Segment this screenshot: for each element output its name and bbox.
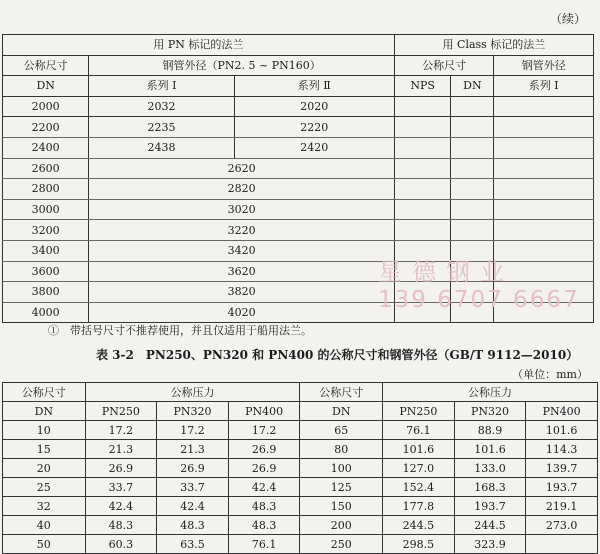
empty-cell <box>394 302 451 323</box>
pn400-cell-right: 114.3 <box>526 440 598 459</box>
pn-class-size-table <box>2 34 594 323</box>
series2-cell: 2420 <box>234 137 394 158</box>
pn320-cell-right: 88.9 <box>454 421 526 440</box>
dn-cell: 3200 <box>3 220 89 241</box>
pn320-cell: 42.4 <box>157 497 229 516</box>
class-series1-header: 系列 Ⅰ <box>494 76 594 97</box>
footnote: ① 带括号尺寸不推荐使用，并且仅适用于船用法兰。 <box>48 324 312 337</box>
table-row <box>3 497 598 516</box>
table-row <box>3 240 594 261</box>
pn400-header-right: PN400 <box>526 402 598 421</box>
empty-cell <box>494 96 594 117</box>
pipe-od-pn-header: 钢管外径（PN2. 5 ~ PN160） <box>89 55 395 76</box>
pn250-cell: 21.3 <box>85 440 157 459</box>
class-pipe-od-header: 钢管外径 <box>494 55 594 76</box>
series1-cell: 2820 <box>89 179 395 200</box>
table-row <box>3 302 594 323</box>
empty-cell <box>494 179 594 200</box>
pn250-400-size-table <box>2 382 598 554</box>
pn320-cell: 26.9 <box>157 459 229 478</box>
empty-cell <box>494 117 594 138</box>
series1-header: 系列 Ⅰ <box>89 76 234 97</box>
table-row <box>3 96 594 117</box>
series1-cell: 2620 <box>89 158 395 179</box>
pn400-cell-right: 101.6 <box>526 421 598 440</box>
pn250-cell: 26.9 <box>85 459 157 478</box>
nominal-size-header: 公称尺寸 <box>3 55 89 76</box>
table-row <box>3 459 598 478</box>
table-row <box>3 158 594 179</box>
unit-label: （单位：mm） <box>512 368 588 381</box>
empty-cell <box>494 158 594 179</box>
pn250-cell: 33.7 <box>85 478 157 497</box>
empty-cell <box>451 179 494 200</box>
pressure-header-left: 公称压力 <box>85 383 300 402</box>
dn-cell: 2000 <box>3 96 89 117</box>
dn-cell: 2600 <box>3 158 89 179</box>
dn-cell: 4000 <box>3 302 89 323</box>
dn-cell-right: 150 <box>300 497 383 516</box>
series1-cell: 3020 <box>89 199 395 220</box>
pn400-cell: 26.9 <box>228 459 300 478</box>
pn250-cell: 60.3 <box>85 535 157 554</box>
series1-cell: 2032 <box>89 96 234 117</box>
pressure-header-right: 公称压力 <box>383 383 598 402</box>
series1-cell: 4020 <box>89 302 395 323</box>
pn250-cell-right: 152.4 <box>383 478 455 497</box>
watermark-line1: 星德钢业 <box>378 258 514 286</box>
dn-cell-right: 100 <box>300 459 383 478</box>
dn-cell-right: 200 <box>300 516 383 535</box>
empty-cell <box>394 179 451 200</box>
empty-cell <box>451 240 494 261</box>
empty-cell <box>494 220 594 241</box>
pn320-cell: 48.3 <box>157 516 229 535</box>
dn-header-left: DN <box>3 402 86 421</box>
class-dn-header: DN <box>451 76 494 97</box>
table-row <box>3 137 594 158</box>
pn250-cell-right: 101.6 <box>383 440 455 459</box>
empty-cell <box>394 137 451 158</box>
table-row <box>3 179 594 200</box>
dn-cell-right: 65 <box>300 421 383 440</box>
series1-cell: 3220 <box>89 220 395 241</box>
pn250-cell: 48.3 <box>85 516 157 535</box>
table-row <box>3 535 598 554</box>
pn250-header-right: PN250 <box>383 402 455 421</box>
class-nominal-size-header: 公称尺寸 <box>394 55 494 76</box>
nominal-size-header-left: 公称尺寸 <box>3 383 86 402</box>
nps-header: NPS <box>394 76 451 97</box>
pn250-cell: 17.2 <box>85 421 157 440</box>
pn400-cell: 17.2 <box>228 421 300 440</box>
series2-header: 系列 Ⅱ <box>234 76 394 97</box>
pn320-cell-right: 168.3 <box>454 478 526 497</box>
dn-cell: 32 <box>3 497 86 516</box>
pn320-cell: 63.5 <box>157 535 229 554</box>
table-row <box>3 199 594 220</box>
empty-cell <box>494 199 594 220</box>
dn-header: DN <box>3 76 89 97</box>
dn-cell-right: 80 <box>300 440 383 459</box>
pn250-cell-right: 177.8 <box>383 497 455 516</box>
empty-cell <box>451 158 494 179</box>
dn-cell: 3800 <box>3 282 89 303</box>
pn320-cell-right: 323.9 <box>454 535 526 554</box>
dn-cell-right: 125 <box>300 478 383 497</box>
empty-cell <box>451 220 494 241</box>
pn320-header-right: PN320 <box>454 402 526 421</box>
dn-cell: 2200 <box>3 117 89 138</box>
empty-cell <box>451 199 494 220</box>
pn400-cell-right: 219.1 <box>526 497 598 516</box>
table-row <box>3 220 594 241</box>
pn250-cell-right: 244.5 <box>383 516 455 535</box>
series1-cell: 3620 <box>89 261 395 282</box>
dn-cell: 3400 <box>3 240 89 261</box>
empty-cell <box>451 117 494 138</box>
pn250-cell: 42.4 <box>85 497 157 516</box>
series2-cell: 2220 <box>234 117 394 138</box>
pn320-cell: 21.3 <box>157 440 229 459</box>
pn250-cell-right: 127.0 <box>383 459 455 478</box>
table-row <box>3 421 598 440</box>
dn-cell-right: 250 <box>300 535 383 554</box>
pn400-cell-right: 273.0 <box>526 516 598 535</box>
dn-header-right: DN <box>300 402 383 421</box>
series1-cell: 3820 <box>89 282 395 303</box>
pn250-cell-right: 298.5 <box>383 535 455 554</box>
pn400-cell: 48.3 <box>228 516 300 535</box>
pn400-cell-right: 139.7 <box>526 459 598 478</box>
pn320-cell: 17.2 <box>157 421 229 440</box>
dn-cell: 40 <box>3 516 86 535</box>
pn320-header-left: PN320 <box>157 402 229 421</box>
watermark-line2: 139 6707 6667 <box>378 287 580 313</box>
continued-label: （续） <box>549 12 586 26</box>
empty-cell <box>394 96 451 117</box>
pn400-cell: 42.4 <box>228 478 300 497</box>
empty-cell <box>394 117 451 138</box>
dn-cell: 25 <box>3 478 86 497</box>
dn-cell: 3000 <box>3 199 89 220</box>
empty-cell <box>451 261 494 282</box>
pn400-header-left: PN400 <box>228 402 300 421</box>
empty-cell <box>394 261 451 282</box>
series1-cell: 2438 <box>89 137 234 158</box>
dn-cell: 20 <box>3 459 86 478</box>
table-row <box>3 117 594 138</box>
table-row <box>3 440 598 459</box>
dn-cell: 3600 <box>3 261 89 282</box>
pn250-header-left: PN250 <box>85 402 157 421</box>
empty-cell <box>451 96 494 117</box>
empty-cell <box>394 282 451 303</box>
pn320-cell-right: 244.5 <box>454 516 526 535</box>
class-group-header: 用 Class 标记的法兰 <box>394 35 593 56</box>
empty-cell <box>451 302 494 323</box>
dn-cell: 2800 <box>3 179 89 200</box>
empty-cell <box>494 137 594 158</box>
pn250-cell-right: 76.1 <box>383 421 455 440</box>
pn320-cell-right: 193.7 <box>454 497 526 516</box>
dn-cell: 10 <box>3 421 86 440</box>
table-row <box>3 478 598 497</box>
table-row <box>3 261 594 282</box>
nominal-size-header-right: 公称尺寸 <box>300 383 383 402</box>
empty-cell <box>394 158 451 179</box>
empty-cell <box>451 137 494 158</box>
empty-cell <box>494 261 594 282</box>
pn400-cell-right: 193.7 <box>526 478 598 497</box>
pn-group-header: 用 PN 标记的法兰 <box>3 35 395 56</box>
dn-cell: 15 <box>3 440 86 459</box>
empty-cell <box>394 220 451 241</box>
empty-cell <box>394 199 451 220</box>
dn-cell: 50 <box>3 535 86 554</box>
series1-cell: 2235 <box>89 117 234 138</box>
empty-cell <box>494 282 594 303</box>
empty-cell <box>494 240 594 261</box>
pn320-cell-right: 101.6 <box>454 440 526 459</box>
empty-cell <box>451 282 494 303</box>
pn400-cell: 48.3 <box>228 497 300 516</box>
table-row <box>3 516 598 535</box>
series2-cell: 2020 <box>234 96 394 117</box>
table-row <box>3 282 594 303</box>
empty-cell <box>494 302 594 323</box>
dn-cell: 2400 <box>3 137 89 158</box>
series1-cell: 3420 <box>89 240 395 261</box>
empty-cell <box>394 240 451 261</box>
pn320-cell: 33.7 <box>157 478 229 497</box>
pn400-cell: 26.9 <box>228 440 300 459</box>
pn400-cell: 76.1 <box>228 535 300 554</box>
table-caption: 表 3-2 PN250、PN320 和 PN400 的公称尺寸和钢管外径（GB/T 9112—2010） <box>96 348 579 362</box>
pn320-cell-right: 133.0 <box>454 459 526 478</box>
pn400-cell-right <box>526 535 598 554</box>
